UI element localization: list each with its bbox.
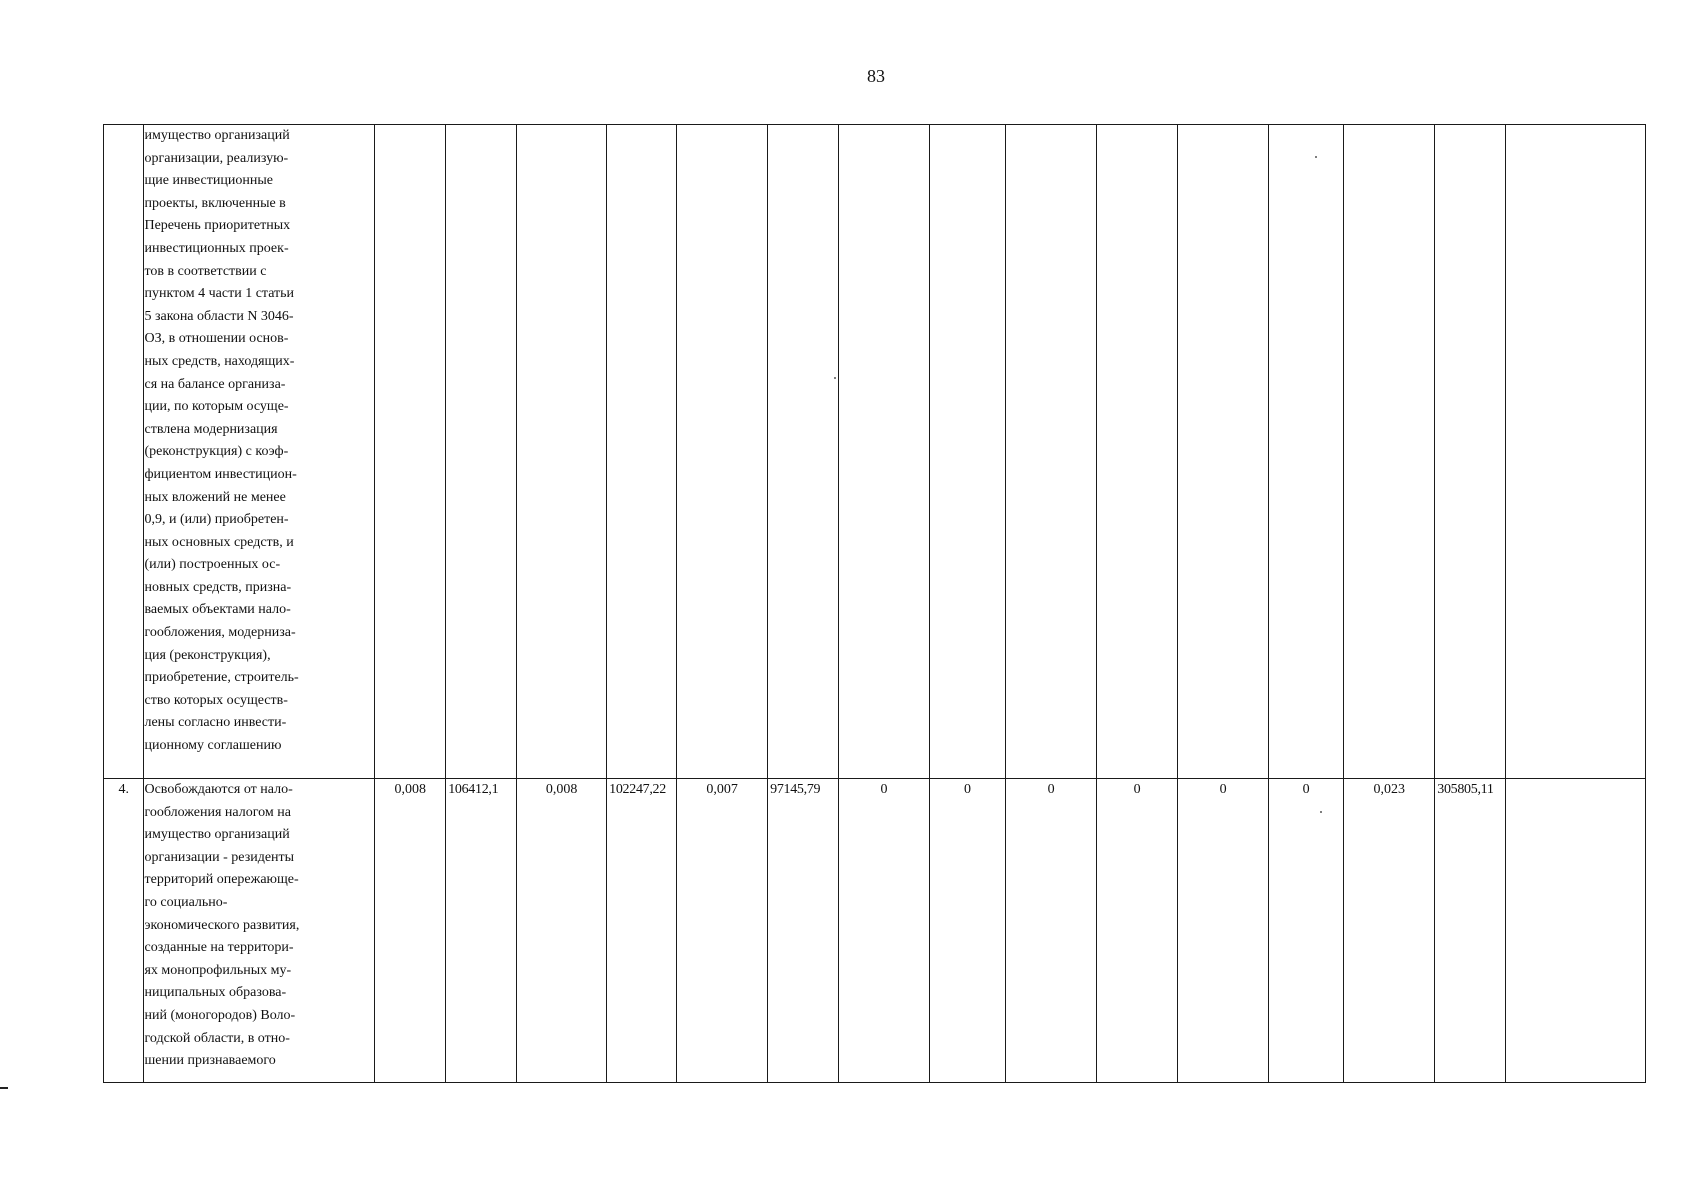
- value-cell: 0,008: [517, 779, 607, 1083]
- value-cell: [1435, 125, 1506, 779]
- description-line: ство которых осуществ-: [144, 692, 288, 708]
- description-line: 0,9, и (или) приобретен-: [144, 512, 289, 528]
- scan-edge-mark: [0, 1087, 8, 1089]
- description-line: ся на балансе организа-: [144, 376, 286, 392]
- row-description: [144, 779, 375, 1083]
- scan-speck: [834, 377, 836, 379]
- description-line: лены согласно инвести-: [144, 715, 287, 731]
- description-line: имущество организаций: [144, 128, 290, 143]
- value-cell: [375, 125, 446, 779]
- scan-speck: [1320, 811, 1322, 813]
- description-line: ных средств, находящих-: [144, 353, 295, 369]
- page-number: 83: [867, 66, 885, 86]
- value-cell: 0,007: [677, 779, 768, 1083]
- value-cell: [607, 125, 677, 779]
- description-line: имущество организаций: [144, 827, 290, 843]
- description-line: гообложения налогом на: [144, 804, 291, 820]
- value-cell: 106412,1: [446, 779, 517, 1083]
- value-cell: [1178, 125, 1269, 779]
- description-line: го социально-: [144, 894, 228, 910]
- description-line: Перечень приоритетных: [144, 218, 291, 234]
- description-line: фициентом инвестицион-: [144, 466, 297, 482]
- value-cell: [1506, 779, 1646, 1083]
- row-description: [144, 125, 375, 779]
- value-cell: 102247,22: [607, 779, 677, 1083]
- table-row: [104, 125, 1646, 779]
- value-cell: [1097, 125, 1178, 779]
- description-line: ных основных средств, и: [144, 534, 294, 550]
- description-line: шении признаваемого: [144, 1053, 276, 1069]
- description-line: проекты, включенные в: [144, 195, 286, 211]
- value-cell: [446, 125, 517, 779]
- description-line: организации - резиденты: [144, 849, 295, 865]
- value-cell: 0: [1097, 779, 1178, 1083]
- value-cell: 0: [1269, 779, 1344, 1083]
- description-line: годской области, в отно-: [144, 1030, 290, 1046]
- description-line: ний (моногородов) Воло-: [144, 1007, 296, 1023]
- row-number: 4.: [104, 779, 144, 1083]
- value-cell: [930, 125, 1006, 779]
- row-number: [104, 125, 144, 779]
- description-line: ция (реконструкция),: [144, 647, 271, 663]
- value-cell: [1344, 125, 1435, 779]
- description-line: тов в соответствии с: [144, 263, 267, 279]
- description-line: щие инвестиционные: [144, 173, 273, 189]
- value-cell: 0: [1178, 779, 1269, 1083]
- scan-speck: [1315, 156, 1317, 158]
- value-cell: 97145,79: [768, 779, 839, 1083]
- description-line: гообложения, модерниза-: [144, 625, 296, 641]
- description-line: экономического развития,: [144, 917, 300, 933]
- description-line: ции, по которым осуще-: [144, 399, 289, 415]
- value-cell: 0,008: [375, 779, 446, 1083]
- description-line: инвестиционных проек-: [144, 240, 289, 256]
- description-line: ных вложений не менее: [144, 489, 286, 505]
- description-line: территорий опережающе-: [144, 872, 299, 888]
- value-cell: [1006, 125, 1097, 779]
- description-line: ваемых объектами нало-: [144, 602, 291, 618]
- description-line: (реконструкция) с коэф-: [144, 444, 289, 460]
- description-line: ниципальных образова-: [144, 985, 287, 1001]
- description-line: созданные на территори-: [144, 940, 294, 956]
- description-line: пунктом 4 части 1 статьи: [144, 286, 295, 302]
- description-line: 5 закона области N 3046-: [144, 308, 294, 324]
- value-cell: 0: [930, 779, 1006, 1083]
- description-line: (или) построенных ос-: [144, 557, 281, 573]
- value-cell: [517, 125, 607, 779]
- description-line: ОЗ, в отношении основ-: [144, 331, 289, 347]
- value-cell: 305805,11: [1435, 779, 1506, 1083]
- value-cell: [1269, 125, 1344, 779]
- description-line: организации, реализую-: [144, 150, 289, 166]
- benefits-table: [103, 124, 1646, 1083]
- value-cell: [677, 125, 768, 779]
- value-cell: 0: [1006, 779, 1097, 1083]
- description-line: ционному соглашению: [144, 738, 282, 754]
- value-cell: [838, 125, 929, 779]
- description-line: ях монопрофильных му-: [144, 962, 292, 978]
- value-cell: 0: [838, 779, 929, 1083]
- description-line: ствлена модернизация: [144, 421, 278, 437]
- description-line: Освобождаются от нало-: [144, 782, 293, 797]
- table-row: [104, 779, 1646, 1083]
- description-line: новных средств, призна-: [144, 579, 292, 595]
- value-cell: [768, 125, 839, 779]
- value-cell: 0,023: [1344, 779, 1435, 1083]
- value-cell: [1506, 125, 1646, 779]
- description-line: приобретение, строитель-: [144, 670, 299, 686]
